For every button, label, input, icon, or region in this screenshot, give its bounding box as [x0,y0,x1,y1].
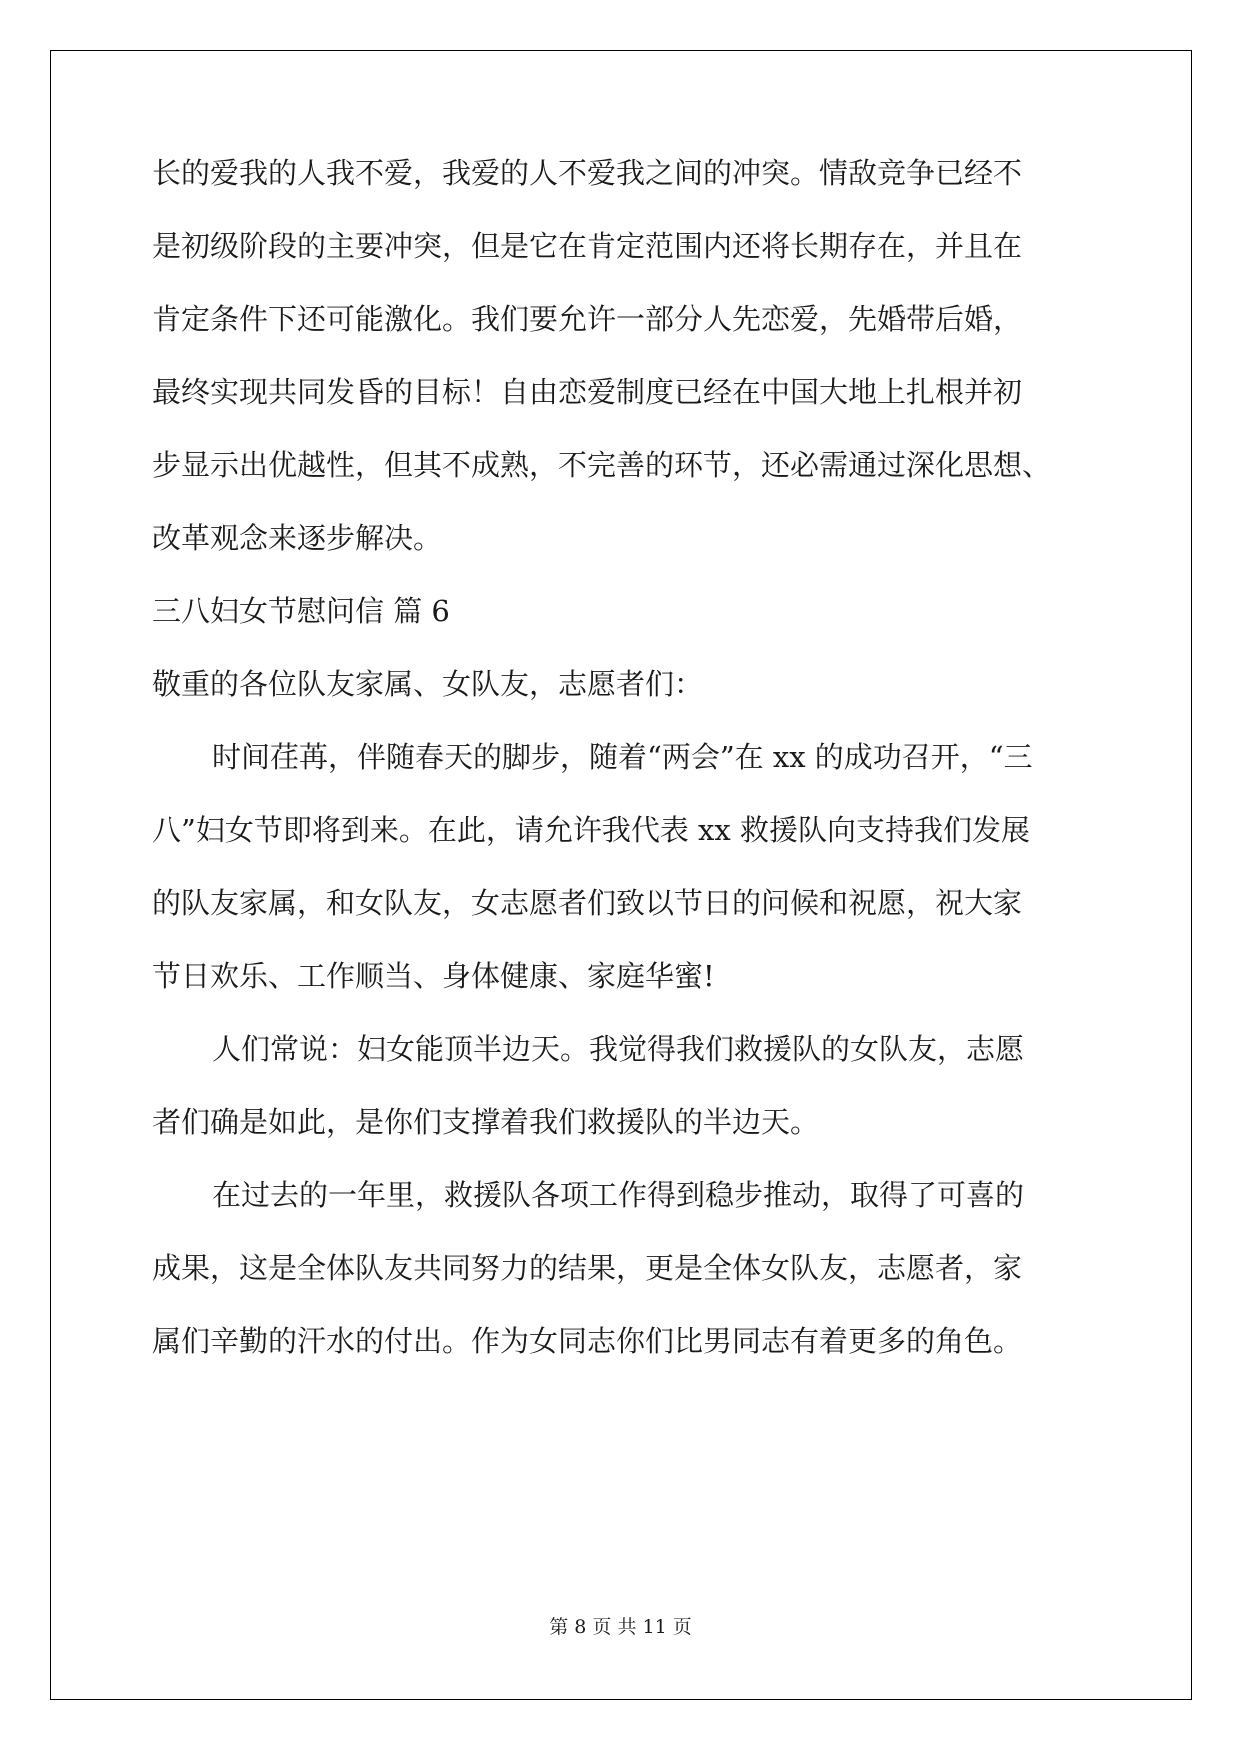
text-line: 是初级阶段的主要冲突，但是它在肯定范围内还将长期存在，并且在 [152,229,1023,263]
text-line: 改革观念来逐步解决。 [152,521,443,555]
section-heading: 三八妇女节慰问信 篇 6 [152,594,450,628]
text-line: 的队友家属，和女队友，女志愿者们致以节日的问候和祝愿，祝大家 [152,886,1023,920]
text-line: 属们辛勤的汗水的付出。作为女同志你们比男同志有着更多的角色。 [152,1324,1023,1358]
salutation: 敬重的各位队友家属、女队友，志愿者们： [152,667,704,701]
text-line: 在过去的一年里，救援队各项工作得到稳步推动，取得了可喜的 [212,1178,1025,1212]
text-line: 成果，这是全体队友共同努力的结果，更是全体女队友，志愿者，家 [152,1251,1023,1285]
text-line: 人们常说：妇女能顶半边天。我觉得我们救援队的女队友，志愿 [212,1032,1025,1066]
text-line: 节日欢乐、工作顺当、身体健康、家庭华蜜! [152,959,715,993]
text-line: 步显示出优越性，但其不成熟，不完善的环节，还必需通过深化思想、 [152,448,1052,482]
text-line: 时间荏苒，伴随春天的脚步，随着“两会”在 xx 的成功召开，“三 [212,740,1033,774]
page-border [50,50,1192,1700]
text-line: 八”妇女节即将到来。在此，请允许我代表 xx 救援队向支持我们发展 [152,813,1030,847]
text-line: 肯定条件下还可能激化。我们要允许一部分人先恋爱，先婚带后婚， [152,302,1023,336]
text-line: 者们确是如此，是你们支撑着我们救援队的半边天。 [152,1105,820,1139]
text-line: 长的爱我的人我不爱，我爱的人不爱我之间的冲突。情敌竞争已经不 [152,156,1023,190]
text-line: 最终实现共同发昏的目标！自由恋爱制度已经在中国大地上扎根并初 [152,375,1023,409]
page-footer: 第 8 页 共 11 页 [549,1616,692,1638]
